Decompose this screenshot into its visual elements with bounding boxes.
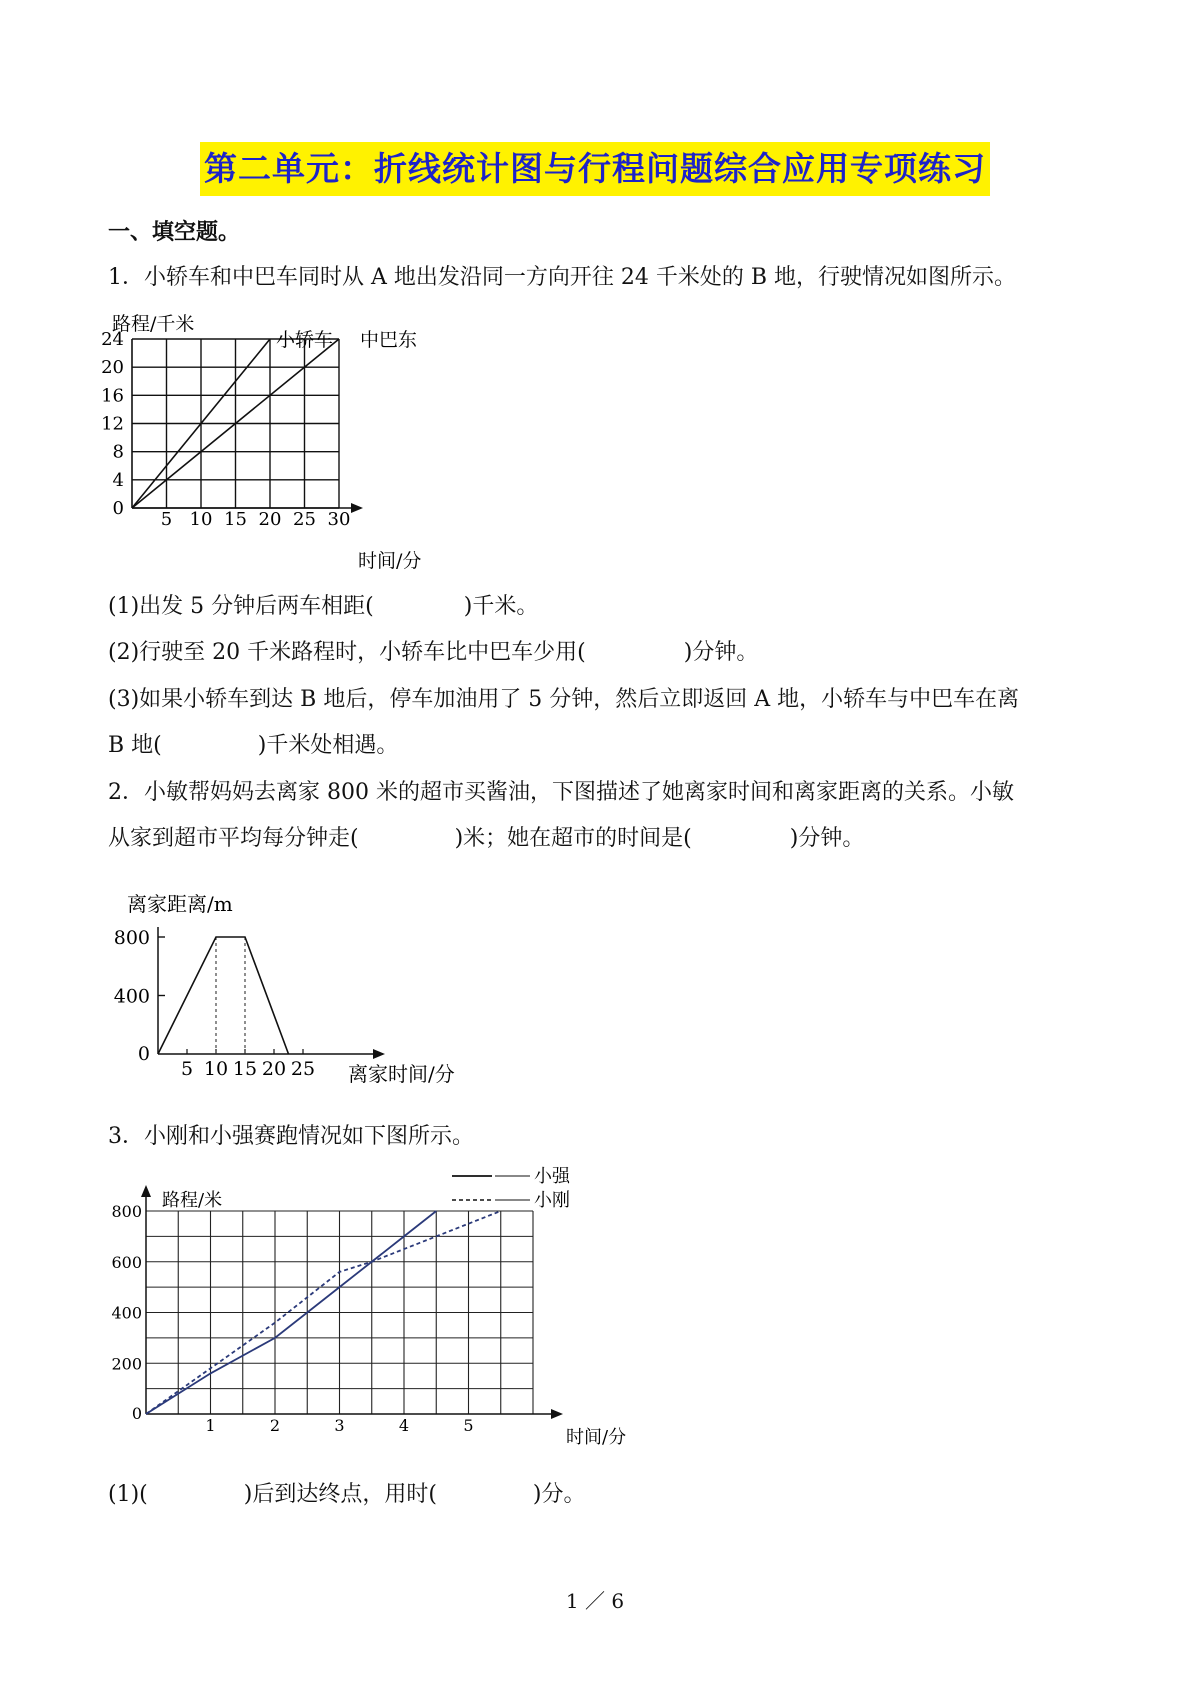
q3-part1-b: )后到达终点，用时(: [243, 1482, 437, 1507]
chart-3-y-tick: 200: [111, 1354, 142, 1374]
q1-part2: [108, 638, 758, 668]
chart-3-ylabel: 路程/米: [162, 1190, 223, 1211]
chart-1: [100, 312, 440, 572]
title-wrap: [0, 142, 1190, 196]
chart-3-x-tick: 5: [463, 1416, 474, 1435]
chart-1-ylabel: 路程/千米: [112, 313, 195, 335]
chart-1-y-tick: 24: [101, 329, 124, 350]
chart-3-legend-label-gang: 小刚: [534, 1190, 570, 1211]
chart-1-x-tick: 20: [258, 509, 282, 530]
q1-part1-a: (1)出发 5 分钟后两车相距(: [108, 594, 374, 619]
chart-1-x-tick: 30: [327, 509, 351, 530]
q3-part1: [108, 1480, 586, 1510]
chart-2-y-tick: 400: [113, 985, 150, 1008]
q3-part1-c: )分。: [532, 1482, 586, 1507]
q3-part1-a: (1)(: [108, 1482, 148, 1507]
chart-2-xlabel: 离家时间/分: [348, 1062, 455, 1086]
q2-stem-line2: [108, 824, 864, 854]
chart-2-x-tick: 5: [180, 1058, 194, 1080]
chart-1-x-tick: 5: [160, 509, 173, 530]
chart-3-x-tick: 1: [205, 1416, 216, 1435]
chart-3-y-arrow: [141, 1185, 151, 1197]
chart-1-y-tick: 16: [101, 385, 124, 407]
q1-part3-b: )千米处相遇。: [257, 733, 399, 758]
chart-1-series-label-car: 小轿车: [276, 329, 334, 351]
chart-2-x-tick: 10: [203, 1058, 229, 1080]
chart-3-x-tick: 2: [269, 1416, 281, 1435]
page-number: 1 ／ 6: [565, 1589, 625, 1613]
chart-3-y-tick: 0: [131, 1404, 142, 1423]
chart-3-x-tick: 4: [398, 1416, 410, 1435]
chart-2-x-arrow: [373, 1049, 385, 1059]
chart-2-y-tick: 800: [113, 927, 150, 949]
q3-stem: 3．小刚和小强赛跑情况如下图所示。: [108, 1124, 474, 1149]
page-title: 第二单元：折线统计图与行程问题综合应用专项练习: [200, 142, 990, 196]
q1-part2-b: )分钟。: [683, 640, 759, 665]
chart-3-xlabel: 时间/分: [566, 1427, 627, 1448]
chart-1-xlabel: 时间/分: [358, 550, 422, 572]
chart-3-y-tick: 600: [111, 1252, 142, 1272]
chart-1-x-tick: 25: [293, 509, 316, 530]
q1-part3-a: B 地(: [108, 733, 162, 758]
section-heading: 一、填空题。: [108, 220, 241, 245]
q1-part3-line2: [108, 731, 398, 761]
chart-2-x-tick: 15: [232, 1058, 258, 1080]
chart-1-y-tick: 4: [112, 469, 124, 491]
chart-2-x-tick: 25: [290, 1058, 316, 1080]
chart-3-y-tick: 400: [111, 1303, 142, 1323]
chart-1-x-tick: 15: [224, 509, 247, 530]
chart-2-ylabel: 离家距离/m: [127, 892, 233, 916]
chart-3-x-arrow: [551, 1409, 563, 1419]
q1-part1-b: )千米。: [463, 594, 539, 619]
q1-part2-a: (2)行驶至 20 千米路程时，小轿车比中巴车少用(: [108, 640, 586, 665]
chart-1-y-tick: 20: [101, 357, 124, 379]
q2-a: 从家到超市平均每分钟走(: [108, 826, 359, 851]
chart-2-y-tick: 0: [137, 1043, 150, 1065]
chart-3-legend-label-qiang: 小强: [534, 1166, 570, 1187]
chart-2-x-tick: 20: [261, 1058, 287, 1080]
q1-part1: [108, 592, 538, 622]
chart-1-series-label-bus: 中巴东: [360, 329, 418, 351]
chart-1-x-arrow: [351, 503, 363, 513]
chart-1-y-tick: 0: [112, 498, 124, 519]
chart-1-y-tick: 8: [112, 441, 124, 463]
chart-3-y-tick: 800: [111, 1202, 142, 1221]
chart-1-x-tick: 10: [189, 509, 213, 530]
q1-part3-line1: (3)如果小轿车到达 B 地后，停车加油用了 5 分钟，然后立即返回 A 地，小轿车与中巴车在离: [108, 687, 1020, 712]
q1-stem: 1．小轿车和中巴车同时从 A 地出发沿同一方向开往 24 千米处的 B 地，行驶情况如图所示。: [108, 265, 1017, 290]
q2-c: )分钟。: [789, 826, 865, 851]
chart-3-x-tick: 3: [334, 1416, 345, 1435]
chart-3: [110, 1160, 630, 1450]
q2-b: )米；她在超市的时间是(: [454, 826, 692, 851]
chart-1-y-tick: 12: [101, 413, 124, 435]
chart-2: [115, 885, 495, 1095]
chart-2-series-line: [158, 937, 289, 1054]
q2-stem-line1: 2．小敏帮妈妈去离家 800 米的超市买酱油，下图描述了她离家时间和离家距离的关系。小敏: [108, 780, 1014, 805]
